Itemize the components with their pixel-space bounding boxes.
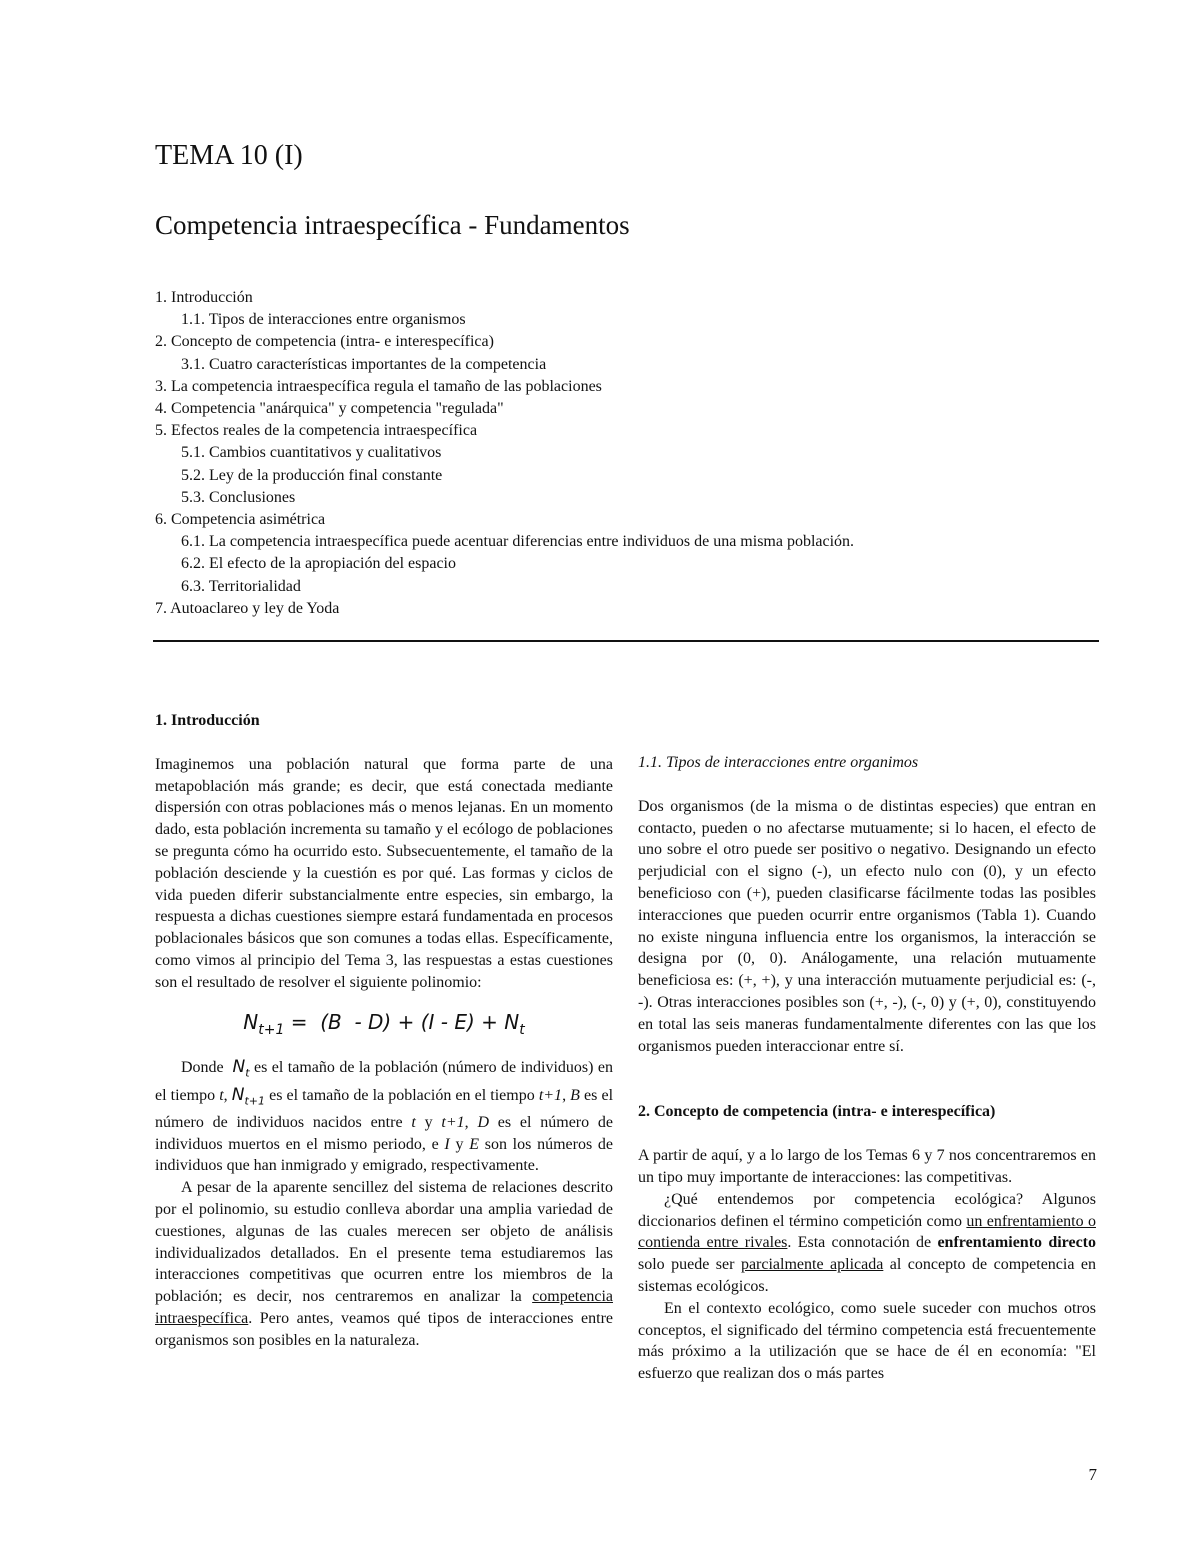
paragraph: A partir de aquí, y a lo largo de los Temas 6 y 7 nos concentraremos en un tipo muy importante de interacciones: las competitivas. [638, 1147, 1096, 1186]
paragraph: A pesar de la aparente sencillez del sistema de relaciones descrito por el polinomio, su estudio conlleva abordar una amplia variedad de cuestiones, algunas de las cuales merecen ser objeto de análisis individualizados detallados. En el presente tema estudiaremos las interacciones competitivas que ocurren entre los miembros de la población; es decir, nos centraremos en analizar la competencia intraespecífica. Pero antes, veamos qué tipos de interacciones entre organismos son posibles en la naturaleza. [155, 1179, 613, 1349]
paragraph: Imaginemos una población natural que forma parte de una metapoblación más grande; es decir, que está conectada mediante dispersión con otras poblaciones más o menos lejanas. En un momento dado, esta población incrementa su tamaño y el ecólogo de poblaciones se pregunta cómo ha ocurrido esto. Subsecuentemente, el tamaño de la población desciende y la cuestión es por qué. Las formas y ciclos de vida pueden diferir substancialmente entre especies, sin embargo, la respuesta a dichas cuestiones siempre estará fundamentada en procesos poblacionales básicos que son comunes a todas ellas. Específicamente, como vimos al principio del Tema 3, las respuestas a estas cuestiones son el resultado de resolver el siguiente polinomio: [155, 755, 613, 991]
paragraph: ¿Qué entendemos por competencia ecológica? Algunos diccionarios definen el término competición como un enfrentamiento o contienda entre rivales. Esta connotación de enfrentamiento directo solo puede ser parcialmente aplicada al concepto de competencia en sistemas ecológicos. [638, 1190, 1097, 1295]
toc-item: 3. La competencia intraespecífica regula el tamaño de las poblaciones [155, 377, 602, 395]
toc-item: 5.2. Ley de la producción final constante [181, 466, 443, 484]
table-of-contents [155, 287, 1115, 620]
toc-item: 1. Introducción [155, 289, 253, 306]
population-formula: $N_{t+1} = (B - D) + (I - E) + N_t$ [243, 1009, 525, 1038]
toc-item: 6.2. El efecto de la apropiación del espacio [181, 555, 456, 573]
toc-item: 5. Efectos reales de la competencia intraespecífica [155, 422, 478, 440]
toc-item: 4. Competencia "anárquica" y competencia "regulada" [155, 400, 504, 418]
subsection-heading: 1.1. Tipos de interacciones entre organimos [638, 754, 919, 771]
document-title: TEMA 10 (I) [155, 140, 303, 171]
toc-item: 2. Concepto de competencia (intra- e interespecífica) [155, 333, 494, 351]
toc-item: 7. Autoaclareo y ley de Yoda [155, 599, 340, 617]
section-heading-concepto: 2. Concepto de competencia (intra- e interespecífica) [638, 1103, 996, 1121]
section-heading-introduccion: 1. Introducción [155, 712, 260, 729]
toc-item: 6. Competencia asimétrica [155, 511, 326, 529]
right-column [638, 752, 1096, 1385]
paragraph: En el contexto ecológico, como suele suceder con muchos otros conceptos, el significado del término competencia está frecuentemente más próximo a la utilización que se hace de él en economía: "El esfuerzo que realizan dos o más partes [638, 1299, 1096, 1383]
toc-item: 5.1. Cambios cuantitativos y cualitativos [181, 444, 442, 462]
toc-item: 5.3. Conclusiones [181, 488, 296, 506]
divider [153, 640, 1099, 642]
toc-item: 1.1. Tipos de interacciones entre organismos [181, 311, 466, 329]
toc-item: 6.1. La competencia intraespecífica puede acentuar diferencias entre individuos de una misma población. [181, 533, 855, 551]
page-number: 7 [1088, 1465, 1097, 1484]
toc-item: 3.1. Cuatro características importantes de la competencia [181, 355, 547, 373]
paragraph: Donde $N_t$ es el tamaño de la población (número de individuos) en el tiempo t, $N_{t+1}$ es el tamaño de la población en el tiempo t+1, B es el número de individuos nacidos entre t y t+1, D es el número de individuos muertos en el mismo periodo, e I y E son los números de individuos que han inmigrado y emigrado, respectivamente. [155, 1057, 614, 1175]
paragraph: Dos organismos (de la misma o de distintas especies) que entran en contacto, pueden o no afectarse mutuamente; si lo hacen, el efecto de uno sobre el otro puede ser positivo o negativo. Designando un efecto perjudicial con el signo (-), un efecto nulo con (0), y un efecto beneficioso con (+), pueden clasificarse fácilmente todas las posibles interacciones que pueden ocurrir entre organismos (Tabla 1). Cuando no existe ninguna influencia entre los organismos, la interacción se designa por (0, 0). Análogamente, una relación mutuamente beneficiosa es: (+, +), y una interacción mutuamente perjudicial es: (-, -). Otras interacciones posibles son (+, -), (-, 0) y (+, 0), constituyendo en total las seis maneras fundamentalmente diferentes con las que los organismos pueden interaccionar entre sí. [638, 797, 1096, 1055]
document-subtitle: Competencia intraespecífica - Fundamentos [155, 210, 630, 240]
toc-item: 6.3. Territorialidad [181, 577, 301, 595]
left-column [155, 710, 613, 1352]
